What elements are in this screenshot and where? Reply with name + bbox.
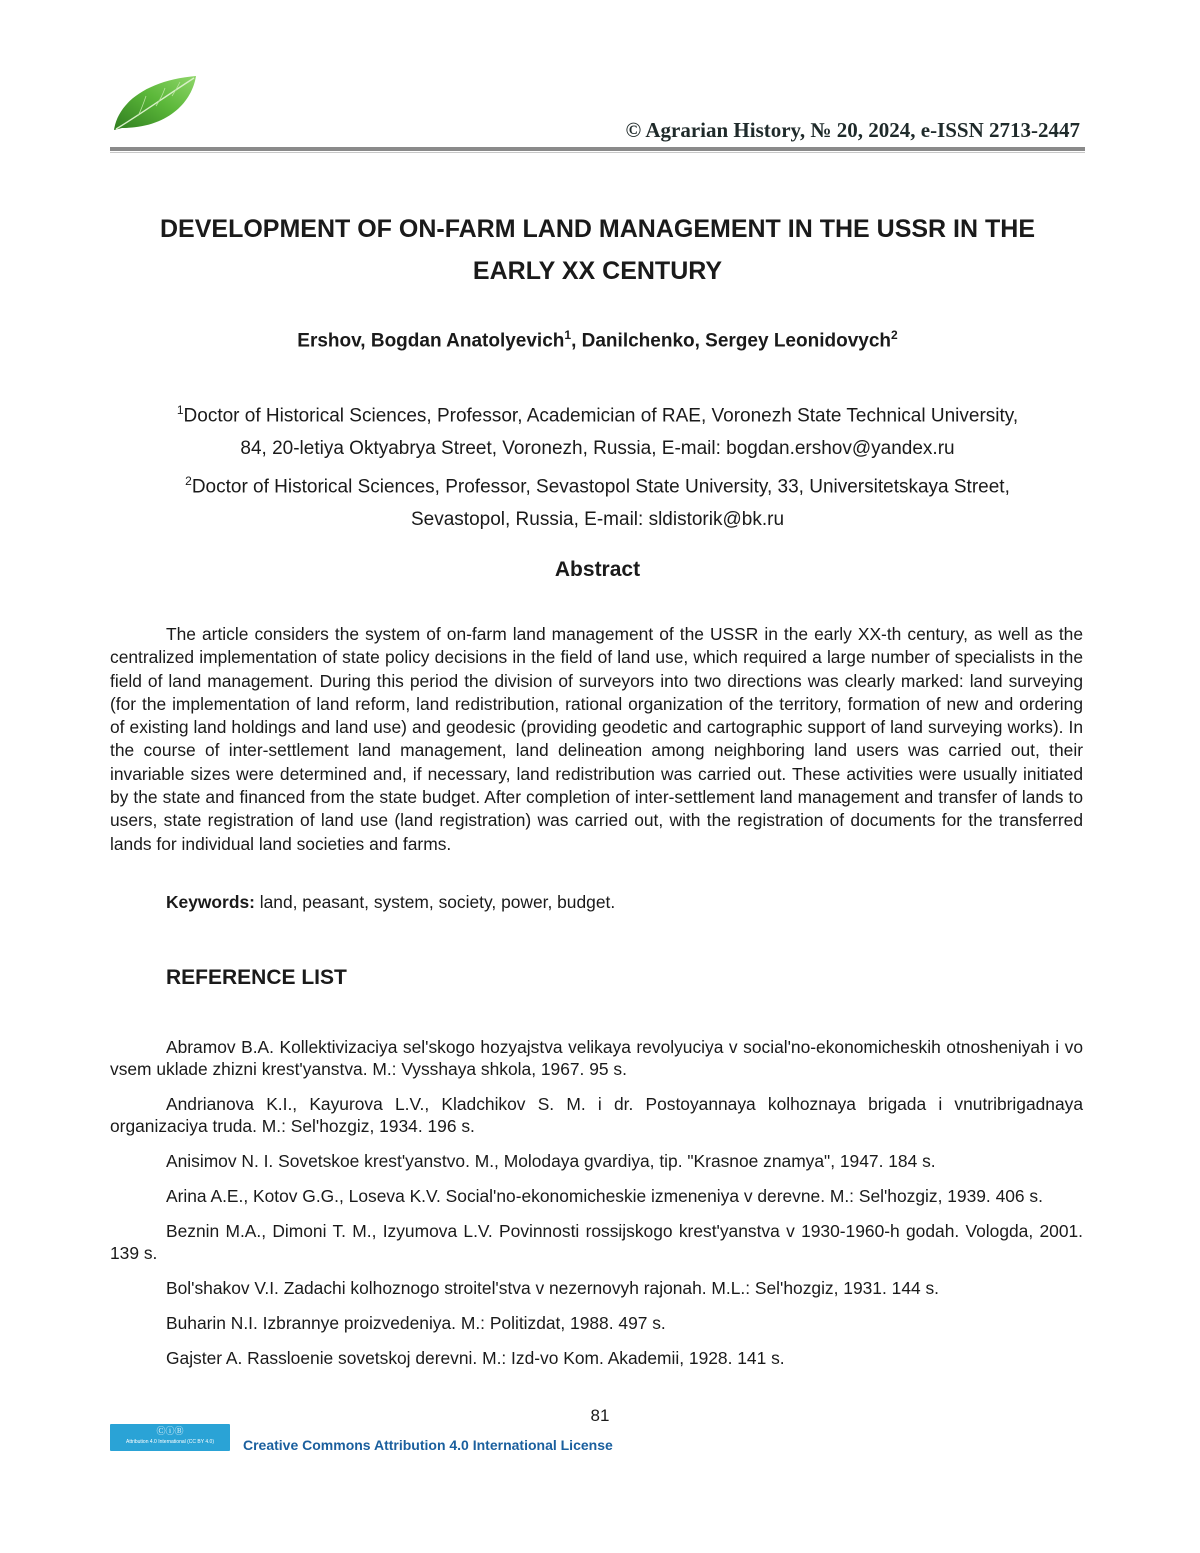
article-title xyxy=(110,208,1085,292)
cc-by-badge[interactable] xyxy=(110,1424,230,1451)
affiliations xyxy=(110,394,1085,537)
author-2: Danilchenko, Sergey Leonidovych xyxy=(581,330,892,352)
abstract-heading: Abstract xyxy=(554,558,641,581)
keywords-list: land, peasant, system, society, power, budget. xyxy=(254,892,616,912)
affiliation-1-text: Doctor of Historical Sciences, Professor, Academician of RAE, Voronezh State Technical University, xyxy=(183,405,1019,427)
cc-by-icon: ⒸⓘⒷ xyxy=(156,1426,184,1436)
affiliation-2-text: Doctor of Historical Sciences, Professor, Sevastopol State University, 33, Universitetskaya Street, xyxy=(191,476,1010,498)
title-line-1: DEVELOPMENT OF ON-FARM LAND MANAGEMENT IN THE USSR IN THE xyxy=(160,215,1035,243)
leaf-logo-icon xyxy=(108,72,200,134)
author-2-sup: 2 xyxy=(891,328,898,342)
authors xyxy=(110,328,1085,352)
affiliation-1-line-1 xyxy=(110,394,1085,433)
reference-item: Gajster A. Rassloenie sovetskoj derevni. M.: Izd-vo Kom. Akademii, 1928. 141 s. xyxy=(166,1348,785,1368)
reference-list-heading: REFERENCE LIST xyxy=(166,966,347,989)
header-rule-thin xyxy=(110,152,1085,153)
author-1-sup: 1 xyxy=(564,328,572,342)
affiliation-2-line-1 xyxy=(110,465,1085,504)
affiliation-1-line-2: 84, 20-letiya Oktyabrya Street, Voronezh, Russia, E-mail: bogdan.ershov@yandex.ru xyxy=(240,437,955,459)
cc-badge-text: Attribution 4.0 International (CC BY 4.0) xyxy=(125,1439,214,1445)
reference-item: Abramov B.A. Kollektivizaciya sel'skogo hozyajstva velikaya revolyuciya v social'no-ekonomicheskih otnosheniyah i vo vsem uklade zhizni krest'yanstva. M.: Vysshaya shkola, 1967. 95 s. xyxy=(110,1037,1083,1079)
abstract-text: The article considers the system of on-farm land management of the USSR in the early XX-th century, as well as the centralized implementation of state policy decisions in the field of land use, which required a large number of specialists in the field of land management. During this period the division of surveyors into two directions was clearly marked: land surveying (for the implementation of land reform, land redistribution, rational organization of the territory, formation of new and ordering of existing land holdings and land use) and geodesic (providing geodetic and cartographic support of land surveying works). In the course of inter-settlement land management, land delineation among neighboring land users was carried out, their invariable sizes were determined and, if necessary, land redistribution was carried out. These activities were usually initiated by the state and financed from the state budget. After completion of inter-settlement land management and transfer of lands to users, state registration of land use (land registration) was carried out, with the registration of documents for the transferred lands for individual land societies and farms. xyxy=(110,624,1083,854)
title-line-2: EARLY XX CENTURY xyxy=(472,257,723,285)
license-link[interactable]: Creative Commons Attribution 4.0 International License xyxy=(243,1437,613,1453)
author-separator: , xyxy=(571,330,582,352)
reference-list xyxy=(110,1036,1083,1382)
affiliation-1-sup: 1 xyxy=(176,403,184,417)
keywords xyxy=(166,892,1066,913)
affiliation-2-line-2: Sevastopol, Russia, E-mail: sldistorik@bk.ru xyxy=(410,509,785,531)
header-rule xyxy=(110,147,1085,151)
reference-item: Beznin M.A., Dimoni T. M., Izyumova L.V. Povinnosti rossijskogo krest'yanstva v 1930-1960-h godah. Vologda, 2001. 139 s. xyxy=(110,1221,1083,1263)
keywords-label: Keywords: xyxy=(166,892,255,912)
reference-item: Arina A.E., Kotov G.G., Loseva K.V. Social'no-ekonomicheskie izmeneniya v derevne. M.: Sel'hozgiz, 1939. 406 s. xyxy=(166,1186,1043,1206)
affiliation-2-sup: 2 xyxy=(185,474,192,489)
reference-item: Buharin N.I. Izbrannye proizvedeniya. M.: Politizdat, 1988. 497 s. xyxy=(166,1313,666,1333)
author-1: Ershov, Bogdan Anatolyevich xyxy=(297,330,565,352)
reference-item: Bol'shakov V.I. Zadachi kolhoznogo stroitel'stva v nezernovyh rajonah. M.L.: Sel'hozgiz, 1931. 144 s. xyxy=(166,1278,940,1298)
reference-item: Anisimov N. I. Sovetskoe krest'yanstvo. M., Molodaya gvardiya, tip. "Krasnoe znamya", 1947. 184 s. xyxy=(166,1151,936,1171)
page-number: 81 xyxy=(590,1406,610,1425)
reference-item: Andrianova K.I., Kayurova L.V., Kladchikov S. M. i dr. Postoyannaya kolhoznaya brigada i vnutribrigadnaya organizaciya truda. M.: Sel'hozgiz, 1934. 196 s. xyxy=(110,1094,1083,1136)
journal-header: © Agrarian History, № 20, 2024, e-ISSN 2713-2447 xyxy=(625,118,1080,142)
